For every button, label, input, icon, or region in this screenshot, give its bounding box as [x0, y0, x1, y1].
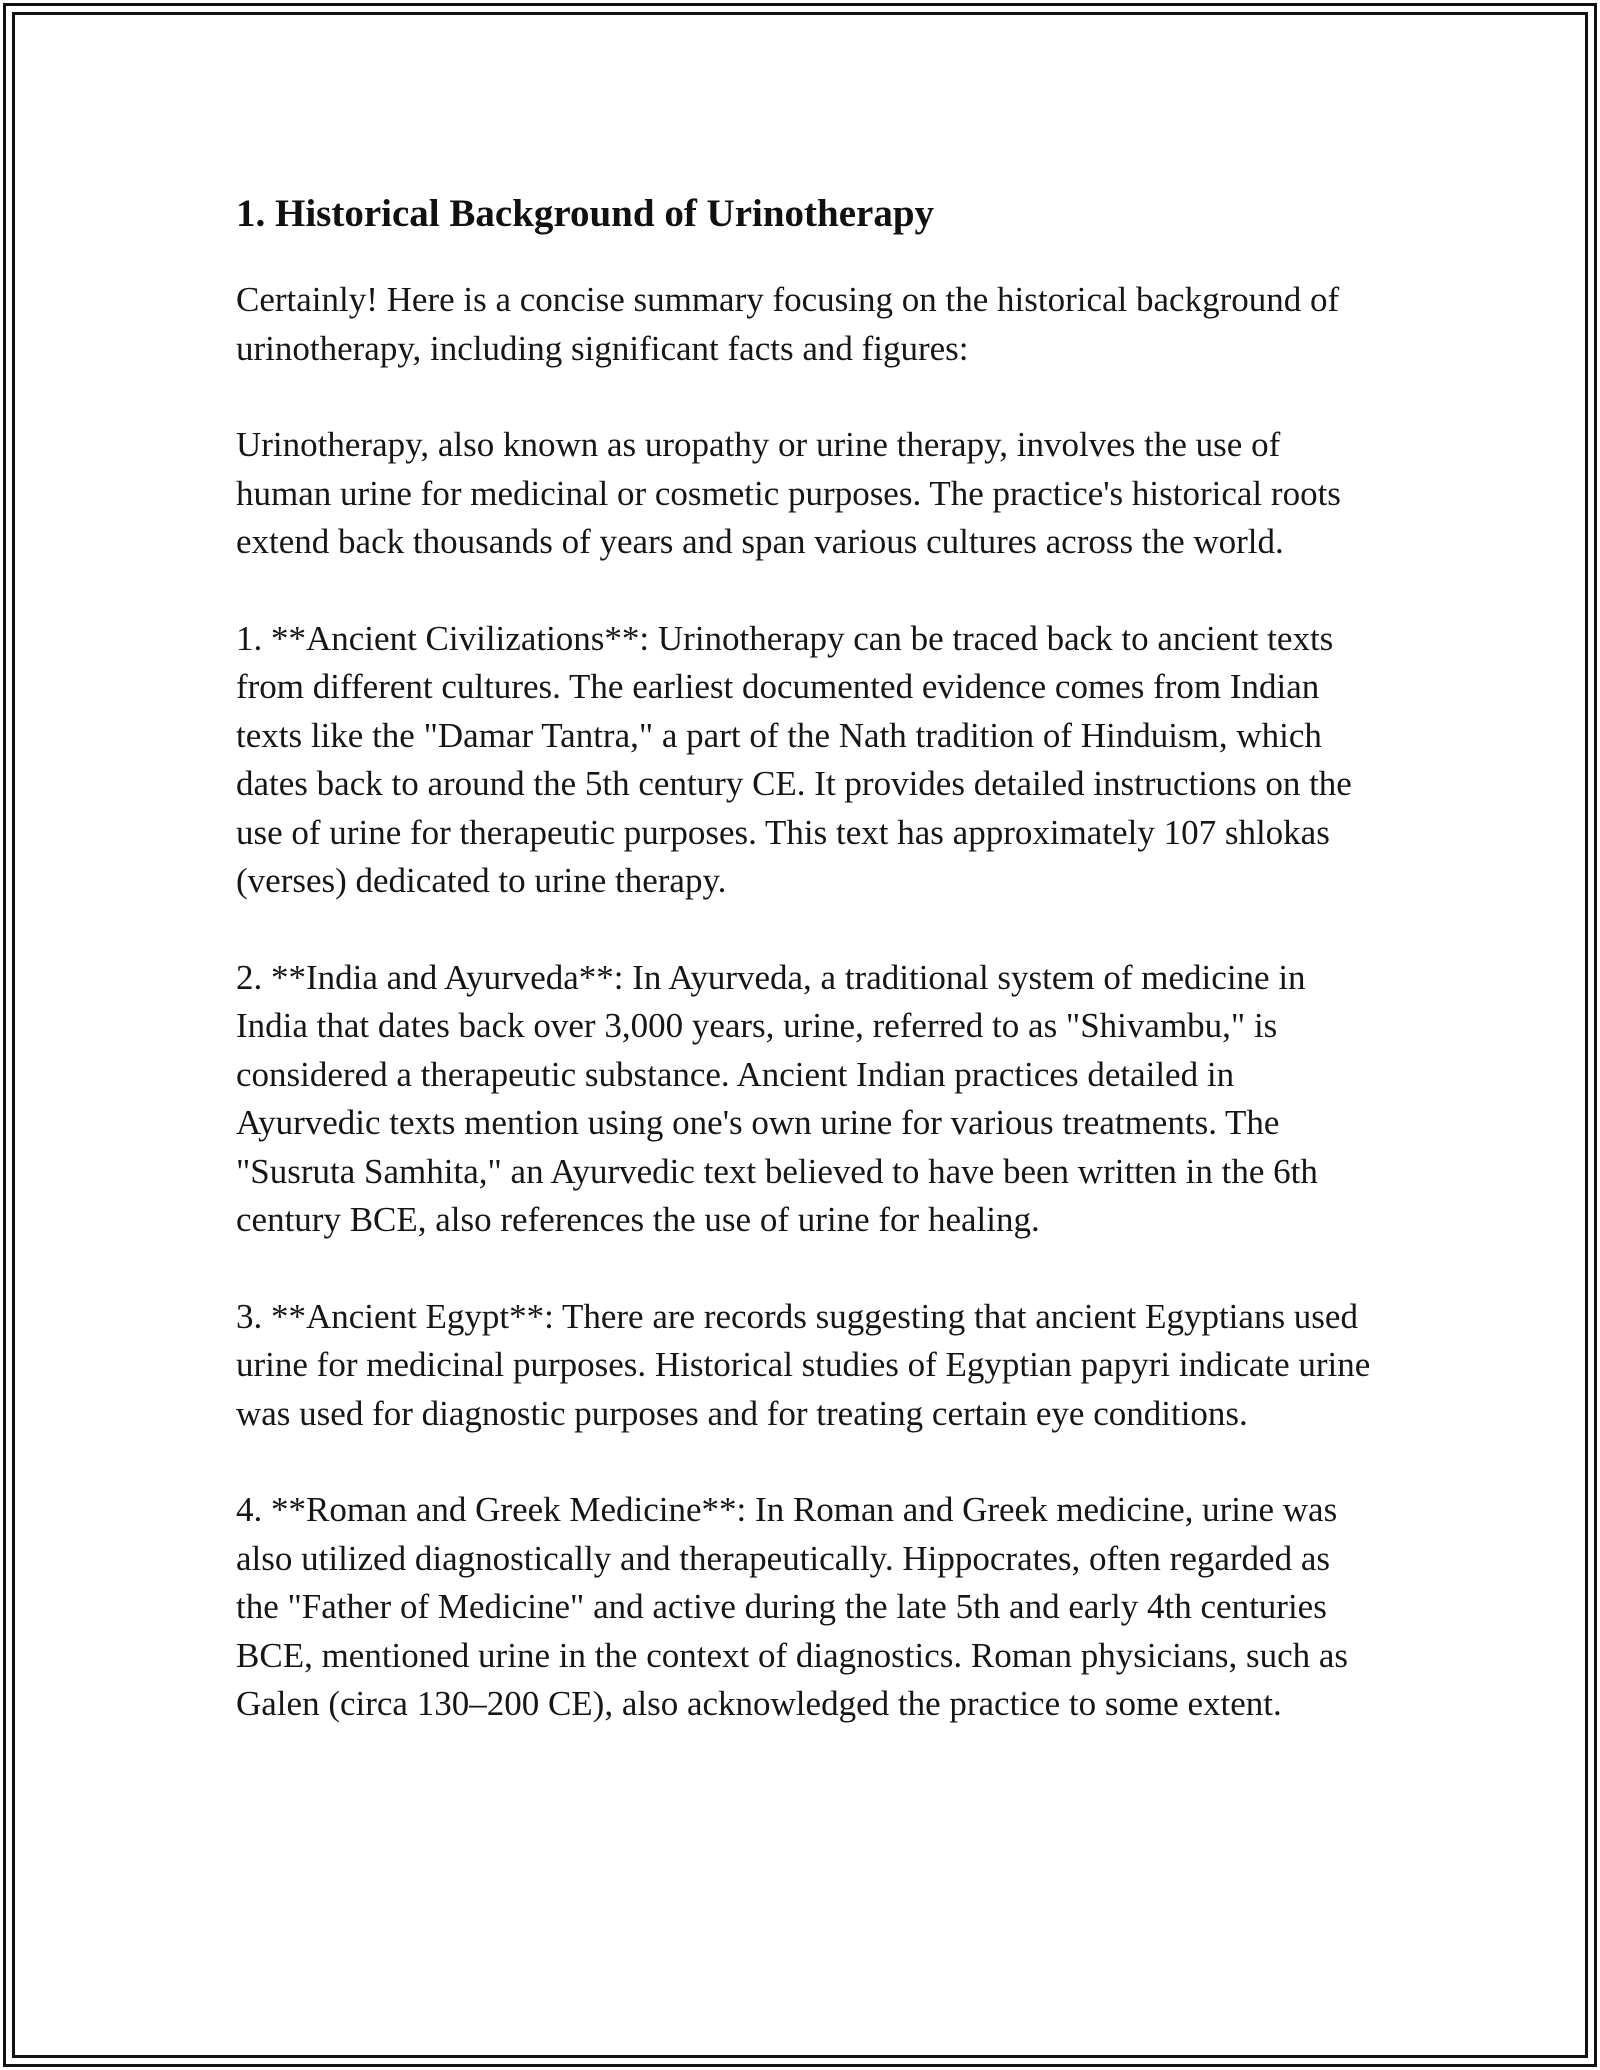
ancient-civilizations-paragraph: 1. **Ancient Civilizations**: Urinotherapy can be traced back to ancient texts from different cultures. The earliest documented evidence comes from Indian texts like the "Damar Tantra," a part of the Nath tradition of Hinduism, which dates back to around the 5th century CE. It provides detailed instructions on the use of urine for therapeutic purposes. This text has approximately 107 shlokas (verses) dedicated to urine therapy.	[236, 618, 1352, 900]
intro-paragraph: Certainly! Here is a concise summary focusing on the historical background of urinotherapy, including significant facts and figures:	[236, 280, 1340, 368]
india-ayurveda-paragraph: 2. **India and Ayurveda**: In Ayurveda, a traditional system of medicine in India that dates back over 3,000 years, urine, referred to as "Shivambu," is considered a therapeutic substance. Ancient Indian practices detailed in Ayurvedic texts mention using one's own urine for various treatments. The "Susruta Samhita," an Ayurvedic text believed to have been written in the 6th century BCE, also references the use of urine for healing.	[236, 957, 1318, 1239]
definition-paragraph: Urinotherapy, also known as uropathy or urine therapy, involves the use of human urine for medicinal or cosmetic purposes. The practice's historical roots extend back thousands of years and span various cultures across the world.	[236, 425, 1341, 561]
document-body	[236, 186, 1376, 1777]
ancient-egypt-paragraph: 3. **Ancient Egypt**: There are records suggesting that ancient Egyptians used urine for medicinal purposes. Historical studies of Egyptian papyri indicate urine was used for diagnostic purposes and for treating certain eye conditions.	[236, 1296, 1371, 1433]
roman-greek-medicine-paragraph: 4. **Roman and Greek Medicine**: In Roman and Greek medicine, urine was also utilized diagnostically and therapeutically. Hippocrates, often regarded as the "Father of Medicine" and active during the late 5th and early 4th centuries BCE, mentioned urine in the context of diagnostics. Roman physicians, such as Galen (circa 130–200 CE), also acknowledged the practice to some extent.	[236, 1490, 1349, 1723]
section-title: 1. Historical Background of Urinotherapy	[236, 192, 935, 235]
